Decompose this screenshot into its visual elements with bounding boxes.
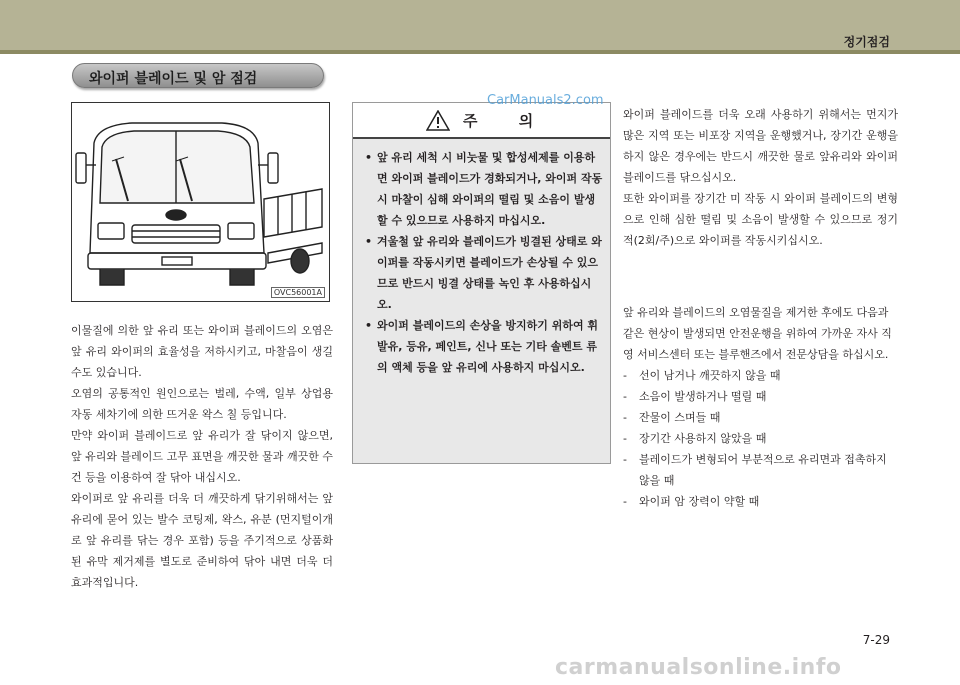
figure-code: OVC56001A <box>271 287 325 298</box>
symptom-list <box>623 365 898 512</box>
caution-item: • 겨울철 앞 유리와 블레이드가 빙결된 상태로 와이퍼를 작동시키면 블레이드가 손상될 수 있으므로 반드시 빙결 상태를 녹인 후 사용하십시오. <box>363 231 603 315</box>
symptom-item: - 블레이드가 변형되어 부분적으로 유리면과 접촉하지 않을 때 <box>623 453 887 487</box>
warning-triangle-icon <box>426 110 450 131</box>
watermark: CarManuals2.com <box>487 93 604 108</box>
caution-item: • 앞 유리 세척 시 비눗물 및 합성세제를 이용하면 와이퍼 블레이드가 경화되거나, 와이퍼 작동 시 마찰이 심해 와이퍼의 떨림 및 소음이 발생할 수 있으므로 사용하지 마십시오. <box>363 147 603 231</box>
symptom-item: - 잔물이 스며들 때 <box>623 411 721 424</box>
right-column-text-2 <box>623 302 898 512</box>
symptom-item: - 장기간 사용하지 않았을 때 <box>623 432 767 445</box>
left-column-text <box>71 320 333 593</box>
header-stripe <box>0 50 960 54</box>
symptom-item: - 소음이 발생하거나 떨릴 때 <box>623 390 767 403</box>
paragraph: 만약 와이퍼 블레이드로 앞 유리가 잘 닦이지 않으면, 앞 유리와 블레이드 고무 표면을 깨끗한 물과 깨끗한 수건 등을 이용하여 잘 닦아 내십시오. <box>71 429 333 484</box>
paragraph: 이물질에 의한 앞 유리 또는 와이퍼 블레이드의 오염은 앞 유리 와이퍼의 효율성을 저하시키고, 마찰음이 생길 수도 있습니다. <box>71 324 333 379</box>
paragraph: 와이퍼 블레이드를 더욱 오래 사용하기 위해서는 먼지가 많은 지역 또는 비포장 지역을 운행했거나, 장기간 운행을 하지 않은 경우에는 반드시 깨끗한 물로 앞유리와 와이퍼 블레이드를 닦으십시오. <box>623 108 898 184</box>
paragraph: 앞 유리와 블레이드의 오염물질을 제거한 후에도 다음과 같은 현상이 발생되면 안전운행을 위하여 가까운 자사 직영 서비스센터 또는 블루핸즈에서 전문상담을 하십시오. <box>623 306 892 361</box>
paragraph: 오염의 공통적인 원인으로는 벌레, 수액, 일부 상업용 자동 세차기에 의한 뜨거운 왁스 칠 등입니다. <box>71 387 333 421</box>
truck-drawing <box>72 103 329 301</box>
truck-illustration <box>71 102 330 302</box>
bullet-icon: • <box>365 151 373 164</box>
paragraph: 또한 와이퍼를 장기간 미 작동 시 와이퍼 블레이드의 변형으로 인해 심한 떨림 및 소음이 발생할 수 있으므로 정기적(2회/주)으로 와이퍼를 작동시키십시오. <box>623 192 898 247</box>
symptom-item: - 와이퍼 암 장력이 약할 때 <box>623 495 760 508</box>
bullet-icon: • <box>365 235 373 248</box>
right-column-text <box>623 104 898 251</box>
caution-header <box>353 103 610 139</box>
caution-list <box>363 147 603 378</box>
page-number: 7-29 <box>862 633 890 647</box>
caution-title: 주 의 <box>463 112 552 130</box>
section-heading <box>72 63 324 88</box>
section-title: 와이퍼 블레이드 및 암 점검 <box>89 71 258 87</box>
chapter-title: 정기점검 <box>843 35 890 49</box>
caution-item: • 와이퍼 블레이드의 손상을 방지하기 위하여 휘발유, 등유, 페인트, 신나 또는 기타 솔벤트 류의 액체 등을 앞 유리에 사용하지 마십시오. <box>363 315 603 378</box>
bullet-icon: • <box>365 319 373 332</box>
symptom-item: - 선이 남거나 깨끗하지 않을 때 <box>623 369 781 382</box>
paragraph: 와이퍼로 앞 유리를 더욱 더 깨끗하게 닦기위해서는 앞 유리에 묻어 있는 발수 코팅제, 왁스, 유분 (먼지털이개로 앞 유리를 닦는 경우 포함) 등을 주기적으로 상품화 된 유막 제거제를 별도로 준비하여 닦아 내면 더욱 더 효과적입니다. <box>71 492 333 589</box>
footer-watermark: carmanualsonline.info <box>555 655 842 680</box>
caution-box <box>352 102 611 464</box>
header-band <box>0 0 960 50</box>
